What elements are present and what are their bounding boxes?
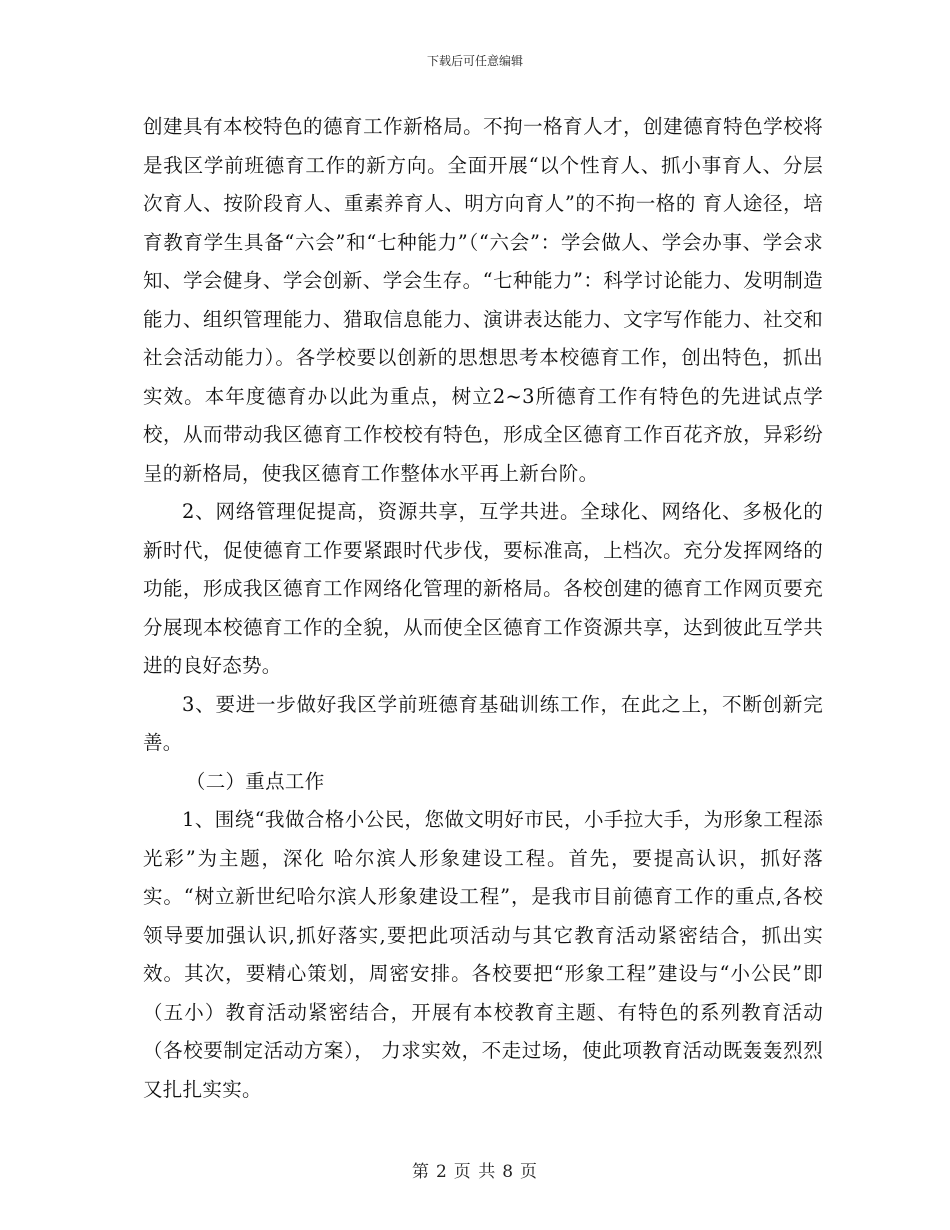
section-heading-key-work: （二）重点工作 — [185, 769, 325, 793]
page-number: 2 — [435, 1162, 448, 1182]
footer-suffix: 页 — [520, 1162, 539, 1182]
page-header — [0, 52, 950, 69]
document-body — [143, 108, 823, 1109]
footer-prefix: 第 — [411, 1162, 430, 1182]
header-note: 下载后可任意编辑 — [426, 54, 523, 68]
footer-mid: 页 共 — [453, 1162, 497, 1182]
paragraph-continued: 创建具有本校特色的德育工作新格局。不拘一格育人才，创建德育特色学校将是我区学前班德育工作的新方向。全面开展“以个性育人、抓小事育人、分层次育人、按阶段育人、重素养育人、明方向育人”的不拘一格的 育人途径，培育教育学生具备“六会”和“七种能力”（“六会”：学会做人、学会办事、学会求知、学会健身、学会创新、学会生存。“七种能力”：科学讨论能力、发明制造能力、组织管理能力、猎取信息能力、演讲表达能力、文字写作能力、社交和社会活动能力）。各学校要以创新的思想思考本校德育工作，创出特色，抓出实效。本年度德育办以此为重点，树立2~3所德育工作有特色的先进试点学校，从而带动我区德育工作校校有特色，形成全区德育工作百花齐放，异彩纷呈的新格局，使我区德育工作整体水平再上新台阶。 — [143, 115, 823, 485]
paragraph-image-project: 1、围绕“我做合格小公民，您做文明好市民，小手拉大手，为形象工程添光彩”为主题，深化 哈尔滨人形象建设工程。首先，要提高认识，抓好落实。“树立新世纪哈尔滨人形象建设工程”，是我市目前德育工作的重点,各校领导要加强认识,抓好落实,要把此项活动与其它教育活动紧密结合，抓出实效。其次，要精心策划，周密安排。各校要把“形象工程”建设与“小公民”即（五小）教育活动紧密结合，开展有本校教育主题、有特色的系列教育活动（各校要制定活动方案）， 力求实效，不走过场，使此项教育活动既轰轰烈烈又扎扎实实。 — [143, 808, 823, 1101]
page-footer — [0, 1157, 950, 1182]
paragraph-network-management: 2、网络管理促提高，资源共享，互学共进。全球化、网络化、多极化的新时代，促使德育工作要紧跟时代步伐，要标准高，上档次。充分发挥网络的功能，形成我区德育工作网络化管理的新格局。各校创建的德育工作网页要充分展现本校德育工作的全貌，从而使全区德育工作资源共享，达到彼此互学共进的良好态势。 — [143, 500, 823, 677]
paragraph-basic-training: 3、要进一步做好我区学前班德育基础训练工作，在此之上，不断创新完善。 — [143, 692, 823, 754]
total-pages: 8 — [502, 1162, 515, 1182]
